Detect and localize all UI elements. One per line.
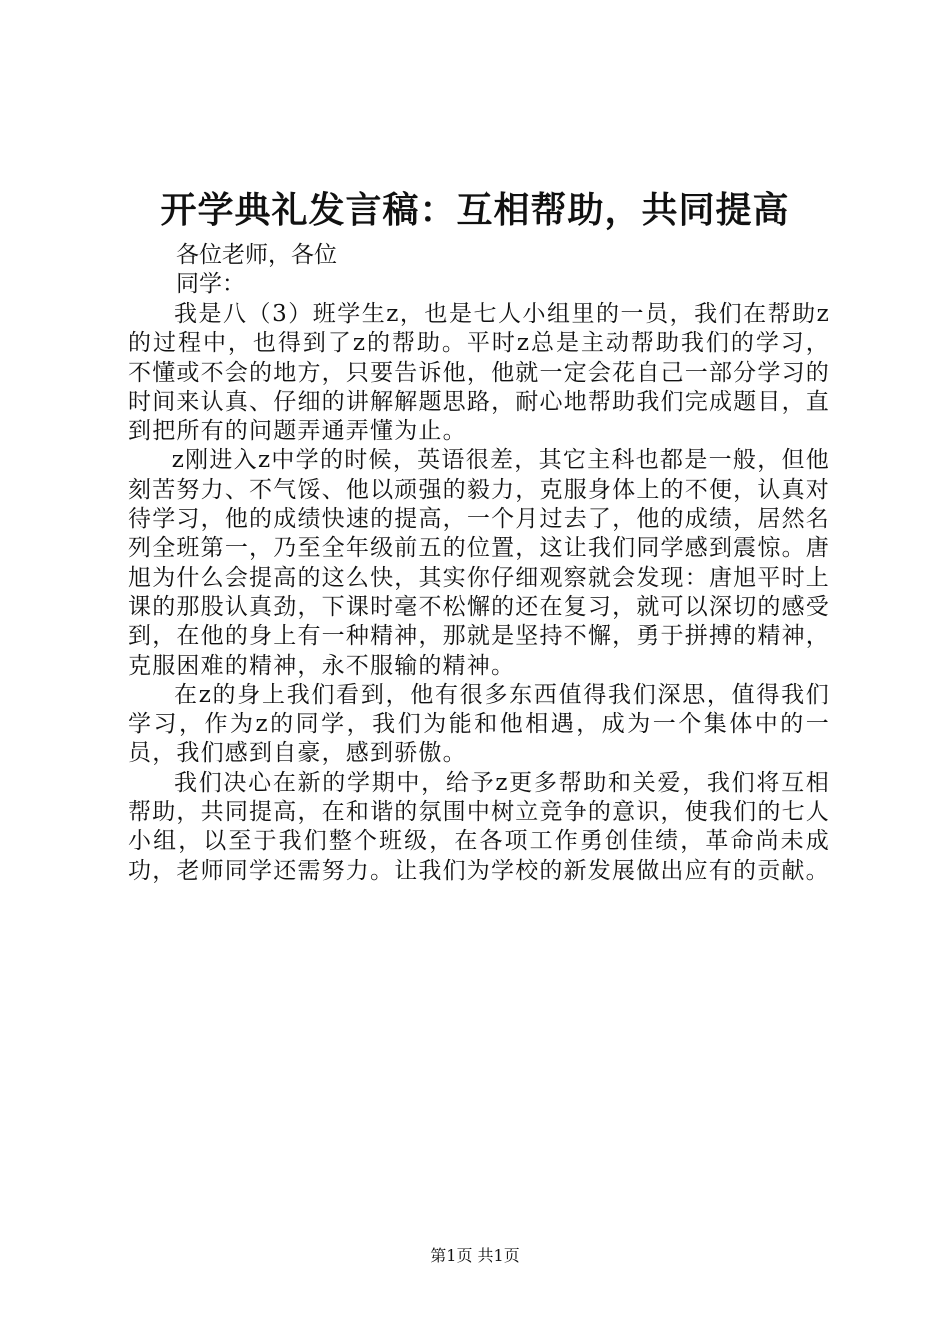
paragraph-2: z刚进入z中学的时候，英语很差，其它主科也都是一般，但他刻苦努力、不气馁、他以顽强的毅力，克服身体上的不便，认真对待学习，他的成绩快速的提高，一个月过去了，他的成绩，居然名列全班第一，乃至全年级前五的位置，这让我们同学感到震惊。唐旭为什么会提高的这么快，其实你仔细观察就会发现：唐旭平时上课的那股认真劲，下课时毫不松懈的还在复习，就可以深切的感受到，在他的身上有一种精神，那就是坚持不懈，勇于拼搏的精神，克服困难的精神，永不服输的精神。 <box>128 447 830 679</box>
paragraph-3: 在z的身上我们看到，他有很多东西值得我们深思，值得我们学习，作为z的同学，我们为能和他相遇，成为一个集体中的一员，我们感到自豪，感到骄傲。 <box>128 681 830 767</box>
salutation <box>176 241 337 300</box>
speech-body <box>128 300 830 886</box>
paragraph-4: 我们决心在新的学期中，给予z更多帮助和关爱，我们将互相帮助，共同提高，在和谐的氛围中树立竞争的意识，使我们的七人小组，以至于我们整个班级，在各项工作勇创佳绩，革命尚未成功，老师同学还需努力。让我们为学校的新发展做出应有的贡献。 <box>128 769 830 884</box>
salutation-line-1: 各位老师，各位 <box>176 242 337 268</box>
document-title: 开学典礼发言稿：互相帮助，共同提高 <box>160 189 790 231</box>
salutation-line-2: 同学： <box>176 271 245 298</box>
paragraph-1: 我是八（3）班学生z，也是七人小组里的一员，我们在帮助z的过程中，也得到了z的帮助。平时z总是主动帮助我们的学习，不懂或不会的地方，只要告诉他，他就一定会花自己一部分学习的时间来认真、仔细的讲解解题思路，耐心地帮助我们完成题目，直到把所有的问题弄通弄懂为止。 <box>128 301 830 445</box>
page-footer: 第1页 共1页 <box>430 1246 520 1265</box>
